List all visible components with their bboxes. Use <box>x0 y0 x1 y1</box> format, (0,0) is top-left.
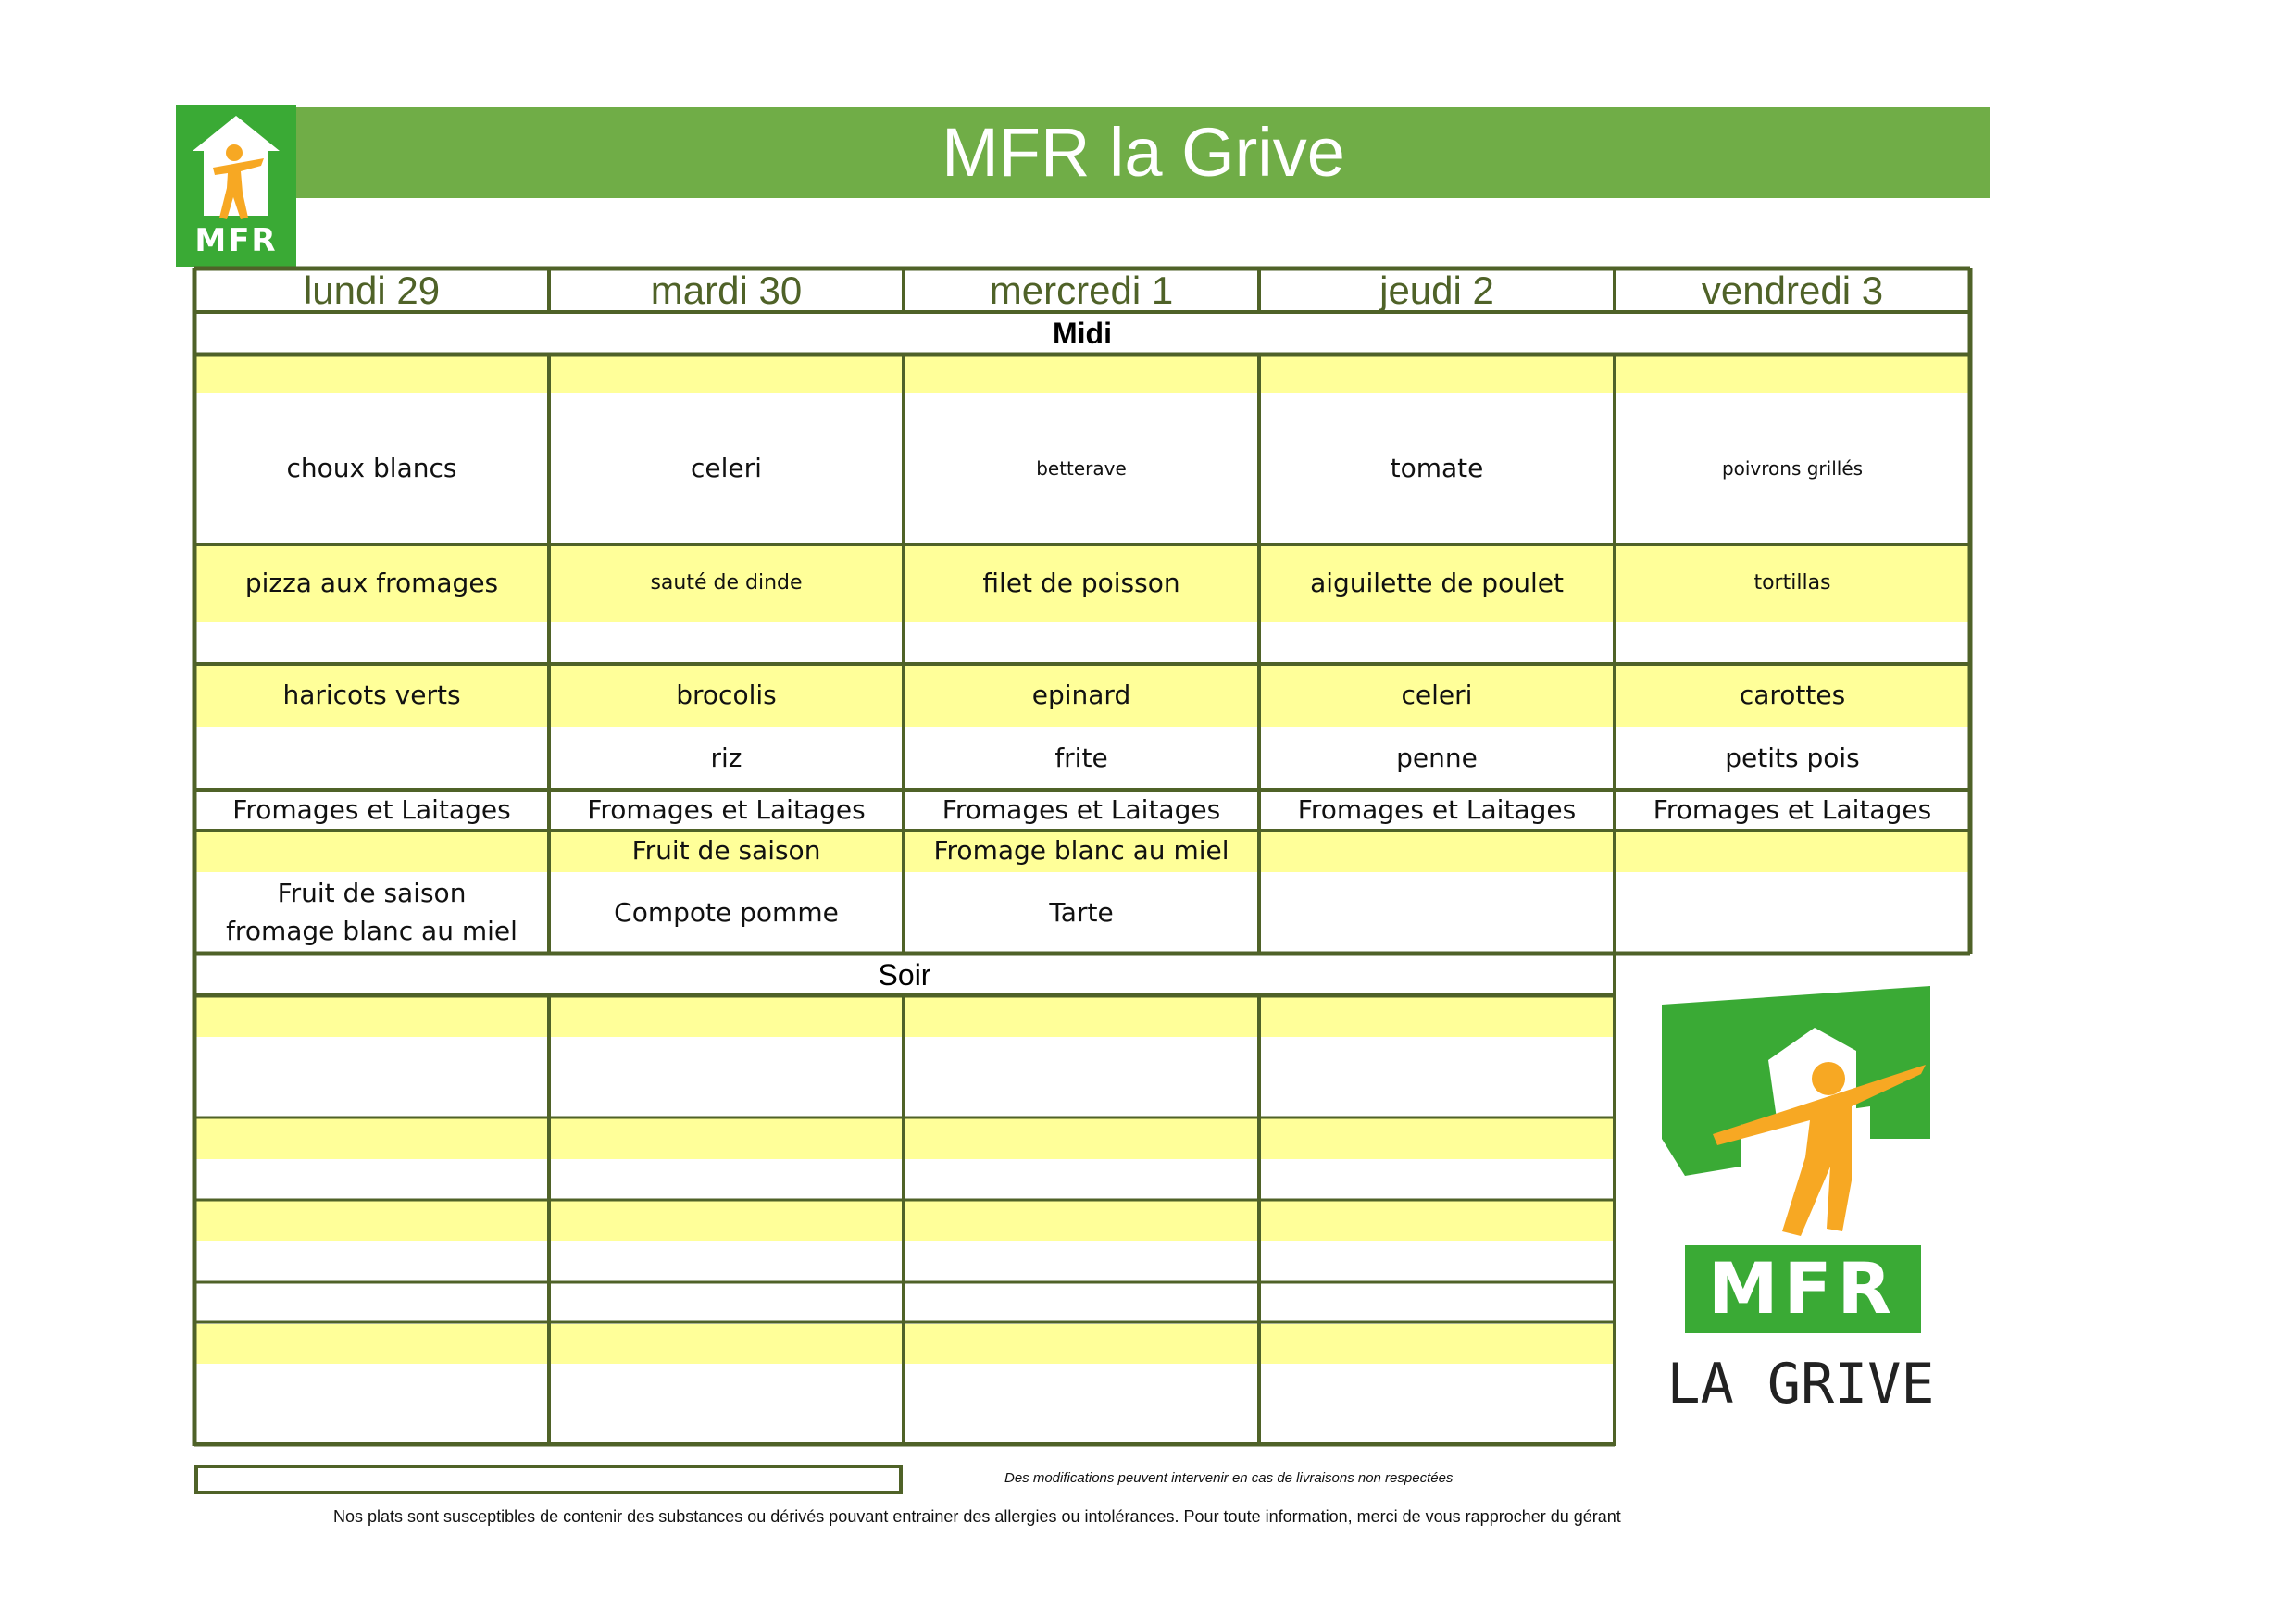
day-header: jeudi 2 <box>1379 268 1494 313</box>
menu-item: Fromages et Laitages <box>1297 793 1577 825</box>
day-header: lundi 29 <box>303 268 441 313</box>
menu-item <box>1259 872 1615 954</box>
menu-item <box>194 727 549 790</box>
section-soir: Soir <box>878 958 931 993</box>
menu-item: Fromage blanc au miel <box>933 835 1229 867</box>
menu-item: filet de poisson <box>982 567 1180 598</box>
menu-item: tomate <box>1390 453 1484 484</box>
menu-item <box>194 830 549 872</box>
menu-item: penne <box>1396 742 1478 773</box>
logo-mfr-text: MFR <box>1707 1247 1898 1330</box>
day-header: mardi 30 <box>650 268 803 313</box>
menu-item: Fromages et Laitages <box>232 793 511 825</box>
menu-item: tortillas <box>1753 571 1831 595</box>
menu-item: Fromages et Laitages <box>587 793 866 825</box>
section-midi: Midi <box>1053 316 1112 350</box>
menu-item: betterave <box>1036 457 1127 480</box>
menu-item: carottes <box>1739 679 1846 710</box>
menu-item: Fruit de saison <box>631 835 821 867</box>
yellow-band-midi <box>194 355 1970 393</box>
logo-text: MFR <box>194 222 278 259</box>
footer-note: Des modifications peuvent intervenir en cas de livraisons non respectées <box>1004 1470 1454 1486</box>
logo-lagrive-text: LA GRIVE <box>1666 1352 1935 1417</box>
mfr-logo-large <box>1616 968 1953 1426</box>
menu-item: Fruit de saison fromage blanc au miel <box>226 878 518 946</box>
menu-item: pizza aux fromages <box>244 567 499 598</box>
day-header: mercredi 1 <box>989 268 1174 313</box>
menu-item: choux blancs <box>286 453 457 484</box>
menu-item: haricots verts <box>282 679 461 710</box>
menu-item: epinard <box>1031 679 1131 710</box>
menu-item: petits pois <box>1725 742 1860 773</box>
menu-item: Fromages et Laitages <box>1653 793 1932 825</box>
menu-item <box>1259 830 1615 872</box>
menu-item: sauté de dinde <box>650 571 803 595</box>
menu-item: poivrons grillés <box>1721 457 1864 480</box>
menu-item: Fromages et Laitages <box>942 793 1221 825</box>
allergy-notice: Nos plats sont susceptibles de contenir des substances ou dérivés pouvant entrainer des allergies ou intolérances. Pour toute information, merci de vous rapprocher du gérant <box>333 1507 1621 1526</box>
menu-item: brocolis <box>676 679 777 710</box>
menu-item: celeri <box>691 453 762 484</box>
menu-item: frite <box>1054 742 1108 773</box>
menu-item <box>1615 830 1970 872</box>
menu-item: Compote pomme <box>614 896 839 928</box>
menu-item: riz <box>710 742 742 773</box>
page-title: MFR la Grive <box>296 107 1990 198</box>
day-header: vendredi 3 <box>1701 268 1884 313</box>
menu-item: aiguilette de poulet <box>1310 567 1564 598</box>
menu-item: Tarte <box>1049 896 1114 928</box>
footer-box <box>194 1465 903 1494</box>
house-person-icon <box>1616 968 1953 1426</box>
menu-item <box>1615 872 1970 954</box>
menu-item: celeri <box>1401 679 1473 710</box>
